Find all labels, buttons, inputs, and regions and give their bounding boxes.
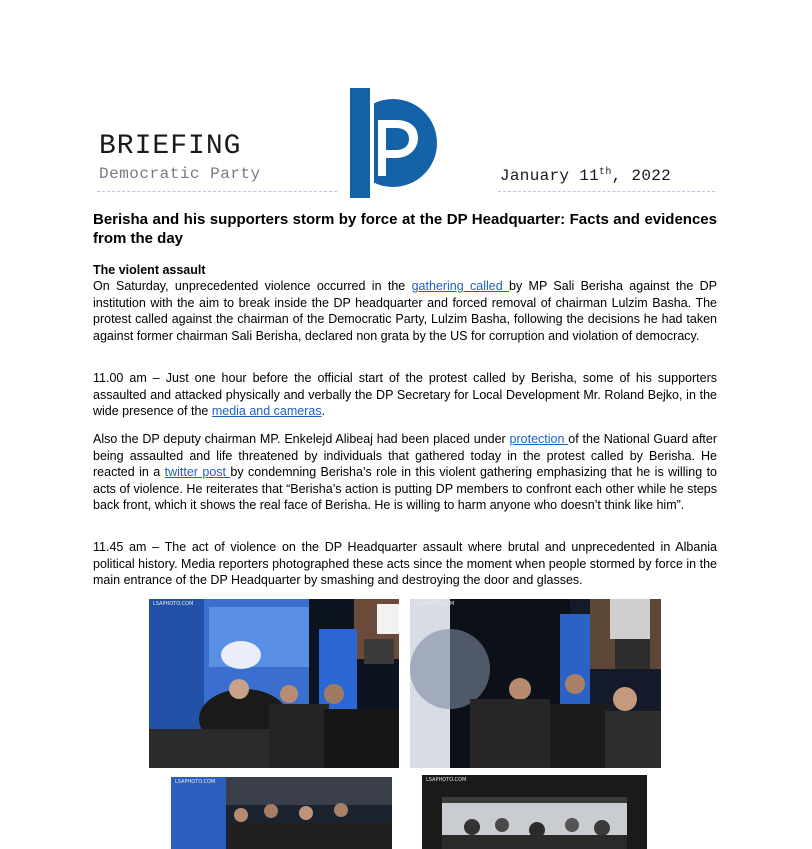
paragraph-1145: 11.45 am – The act of violence on the DP Headquarter assault where brutal and unprecedented in Albania political history. Media reporters photographed these acts since the moment when people stormed by force in the main entrance of the DP Headquarter by smashing and destroying the door and glasses.	[93, 540, 717, 587]
photo-crowd-inside	[171, 777, 392, 849]
article-headline: Berisha and his supporters storm by force at the DP Headquarter: Facts and evidences from the day	[93, 211, 717, 247]
briefing-subtitle: Democratic Party	[99, 165, 261, 183]
photo-watermark: LSAPHOTO.COM	[414, 601, 455, 607]
photo-watermark: LSAPHOTO.COM	[153, 601, 194, 607]
democratic-party-logo-icon	[348, 88, 438, 198]
section-title: The violent assault	[93, 263, 206, 277]
link-protection[interactable]: protection	[509, 432, 569, 446]
paragraph-alibeaj: Also the DP deputy chairman MP. Enkelejd Alibeaj had been placed under protection of the National Guard after being assaulted and life threatened by individuals that gathered today in the protest called by Berisha. He reacted in a twitter post by condemning Berisha’s role in this violent gathering emphasizing that he is willing to acts of violence. He reiterates that “Berisha’s action is putting DP members to confront each other while he steps back front, which it shows the real face of Berisha. He is willing to harm anyone who doesn’t think like him”.	[93, 432, 718, 512]
photo-watermark: LSAPHOTO.COM	[426, 777, 467, 783]
briefing-title: BRIEFING	[99, 131, 242, 162]
photo-headquarter-entrance-1	[149, 599, 399, 768]
photo-headquarter-entrance-2	[410, 599, 661, 768]
paragraph-intro: On Saturday, unprecedented violence occurred in the gathering called by MP Sali Berisha against the DP institution with the aim to break inside the DP headquarter and forced removal of chairman Lulzim Basha. The protest called against the chairman of the Democratic Party, Lulzim Basha, following the decisions he had taken against former chairman Sali Berisha, declared non grata by the US for corruption and violation of democracy.	[93, 279, 717, 343]
photo-crowd-outside	[422, 775, 647, 849]
link-gathering-called[interactable]: gathering called	[411, 279, 510, 293]
header-divider-right	[498, 191, 715, 192]
paragraph-1100: 11.00 am – Just one hour before the official start of the protest called by Berisha, some of his supporters assaulted and attacked physically and verbally the DP Secretary for Local Development Mr. Roland Bejko, in the wide presence of the media and cameras.	[93, 371, 717, 418]
header-divider-left	[97, 191, 337, 192]
link-twitter-post[interactable]: twitter post	[164, 465, 231, 479]
briefing-date: January 11th, 2022	[500, 167, 672, 185]
photo-watermark: LSAPHOTO.COM	[175, 779, 216, 785]
link-media-and-cameras[interactable]: media and cameras	[211, 404, 322, 418]
